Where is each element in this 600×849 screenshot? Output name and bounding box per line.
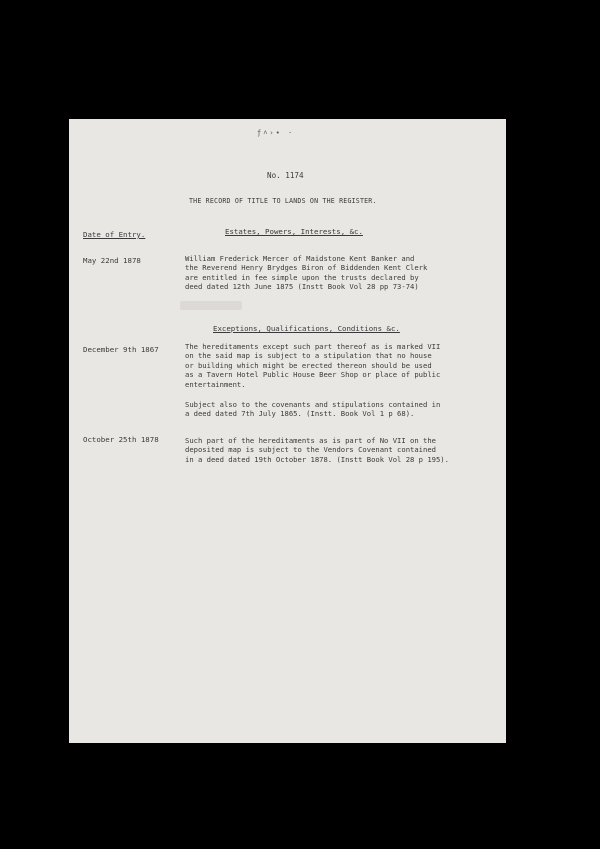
entry-date: October 25th 1878 <box>83 435 159 444</box>
entry-date: May 22nd 1878 <box>83 256 141 265</box>
heading-date-of-entry: Date of Entry. <box>83 230 146 239</box>
entry-date: December 9th 1867 <box>83 345 159 354</box>
entry-text: Such part of the hereditaments as is part of No VII on the deposited map is subject to the Vendors Covenant contained in a deed dated 19th October 1878. (Instt Book Vol 28 p 195). <box>185 436 449 464</box>
heading-exceptions: Exceptions, Qualifications, Conditions &c. <box>213 324 400 333</box>
entry-text: William Frederick Mercer of Maidstone Kent Banker and the Reverend Henry Brydges Biron of Biddenden Kent Clerk are entitled in fee simple upon the trusts declared by deed dated 12th June 1875 (Instt Book Vol 28 pp 73-74) <box>185 254 428 292</box>
page-title: THE RECORD OF TITLE TO LANDS ON THE REGISTER. <box>189 197 377 205</box>
entry-text: The hereditaments except such part thereof as is marked VII on the said map is subject to a stipulation that no house or building which might be erected thereon should be used as a Tavern Hotel Public House Beer Shop or place of public entertainment. <box>185 342 441 389</box>
heading-estates: Estates, Powers, Interests, &c. <box>225 227 363 236</box>
faint-mark <box>180 301 242 310</box>
record-number: No. 1174 <box>267 171 304 180</box>
document-page <box>69 119 506 743</box>
header-mark: ƒ˄›• · <box>257 129 295 137</box>
entry-text: Subject also to the covenants and stipulations contained in a deed dated 7th July 1865. (Instt. Book Vol 1 p 68). <box>185 400 441 419</box>
